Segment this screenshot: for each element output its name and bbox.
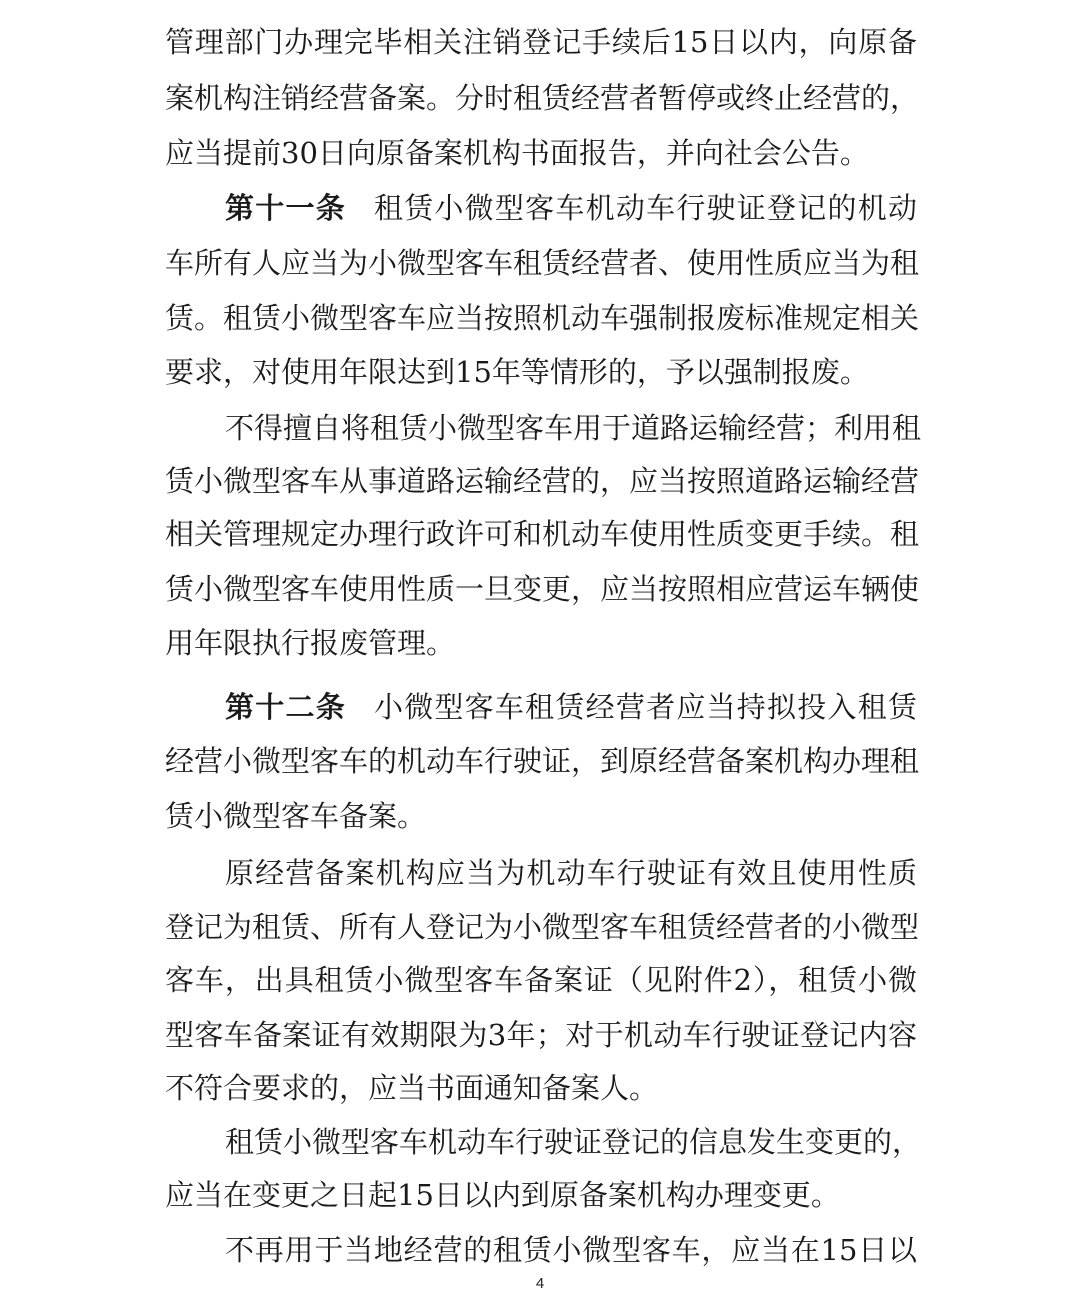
article-title: 第十二条	[225, 690, 346, 724]
text-line: 赁小微型客车使用性质一旦变更，应当按照相应营运车辆使	[165, 572, 920, 606]
text-line: 不符合要求的，应当书面通知备案人。	[165, 1071, 659, 1105]
text-line: 不再用于当地经营的租赁小微型客车，应当在15日以	[225, 1233, 917, 1267]
text-line: 型客车备案证有效期限为3年；对于机动车行驶证登记内容	[165, 1018, 917, 1052]
text-line: 案机构注销经营备案。分时租赁经营者暂停或终止经营的，	[165, 81, 920, 115]
article-11-first-line	[225, 188, 917, 228]
text-line: 应当在变更之日起15日以内到原备案机构办理变更。	[165, 1178, 840, 1212]
text-line: 车所有人应当为小微型客车租赁经营者、使用性质应当为租	[165, 246, 920, 280]
text-line: 登记为租赁、所有人登记为小微型客车租赁经营者的小微型	[165, 910, 920, 944]
article-12-first-line	[225, 687, 917, 727]
text-line: 经营小微型客车的机动车行驶证，到原经营备案机构办理租	[165, 744, 920, 778]
text-line: 不得擅自将租赁小微型客车用于道路运输经营；利用租	[225, 411, 922, 445]
text-line: 赁小微型客车备案。	[165, 799, 427, 833]
text-span: 租赁小微型客车机动车行驶证登记的机动	[373, 191, 917, 225]
text-line: 赁。租赁小微型客车应当按照机动车强制报废标准规定相关	[165, 301, 920, 335]
text-line: 应当提前30日向原备案机构书面报告，并向社会公告。	[165, 136, 869, 170]
text-line: 用年限执行报废管理。	[165, 626, 456, 660]
text-line: 租赁小微型客车机动车行驶证登记的信息发生变更的，	[225, 1125, 922, 1159]
text-line: 管理部门办理完毕相关注销登记手续后15日以内，向原备	[165, 25, 917, 59]
text-line: 原经营备案机构应当为机动车行驶证有效且使用性质	[225, 856, 917, 890]
text-line: 相关管理规定办理行政许可和机动车使用性质变更手续。租	[165, 517, 920, 551]
text-line: 要求，对使用年限达到15年等情形的，予以强制报废。	[165, 355, 869, 389]
page-number: 4	[535, 1275, 545, 1292]
text-line: 客车，出具租赁小微型客车备案证（见附件2），租赁小微	[165, 963, 917, 997]
text-line: 赁小微型客车从事道路运输经营的，应当按照道路运输经营	[165, 464, 920, 498]
article-title: 第十一条	[225, 191, 346, 225]
text-span: 小微型客车租赁经营者应当持拟投入租赁	[373, 690, 917, 724]
